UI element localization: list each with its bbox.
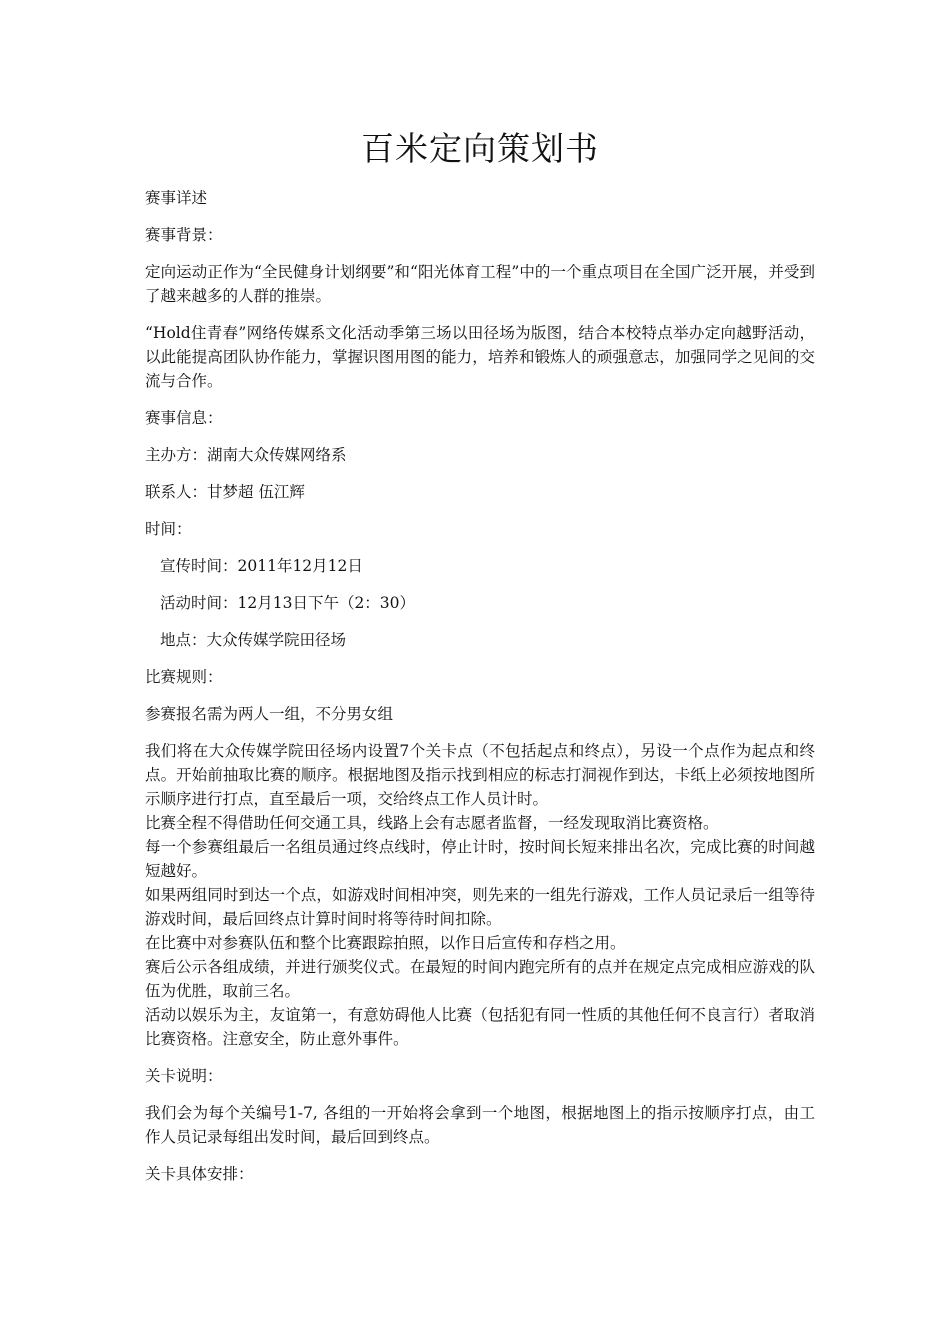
document-title: 百米定向策划书 xyxy=(361,129,599,168)
rules-heading: 比赛规则： xyxy=(145,668,223,686)
rule-item: 在比赛中对参赛队伍和整个比赛跟踪拍照，以作日后宣传和存档之用。 xyxy=(145,934,626,952)
time-heading: 时间： xyxy=(145,520,192,538)
checkpoint-description: 我们会为每个关编号1-7, 各组的一开始将会拿到一个地图，根据地图上的指示按顺序打点，由工作人员记录每组出发时间，最后回到终点。 xyxy=(145,1104,815,1146)
promo-time-line: 宣传时间：2011年12月12日 xyxy=(160,557,363,575)
background-paragraph-2: “Hold住青春”网络传媒系文化活动季第三场以田径场为版图，结合本校特点举办定向越野活动，以此能提高团队协作能力，掌握识图用图的能力，培养和锻炼人的顽强意志，加强同学之见间的交流与合作。 xyxy=(145,324,815,390)
background-heading: 赛事背景： xyxy=(145,226,223,244)
organizer-line: 主办方：湖南大众传媒网络系 xyxy=(145,446,347,464)
location-line: 地点：大众传媒学院田径场 xyxy=(160,631,347,649)
contact-line: 联系人：甘梦超 伍江辉 xyxy=(145,483,305,501)
rule-item: 活动以娱乐为主，友谊第一，有意妨碍他人比赛（包括犯有同一性质的其他任何不良言行）者取消比赛资格。注意安全，防止意外事件。 xyxy=(145,1006,815,1048)
rule-item: 我们将在大众传媒学院田径场内设置7个关卡点（不包括起点和终点），另设一个点作为起点和终点。开始前抽取比赛的顺序。根据地图及指示找到相应的标志打洞视作到达，卡纸上必须按地图所示顺序进行打点，直至最后一项，交给终点工作人员计时。 xyxy=(145,742,815,808)
event-time-line: 活动时间：12月13日下午（2：30） xyxy=(160,594,416,612)
info-heading: 赛事信息： xyxy=(145,409,223,427)
document-page xyxy=(145,124,815,1199)
rule-signup: 参赛报名需为两人一组，不分男女组 xyxy=(145,705,394,723)
background-paragraph-1: 定向运动正作为“全民健身计划纲要”和“阳光体育工程”中的一个重点项目在全国广泛开展，并受到了越来越多的人群的推崇。 xyxy=(145,263,815,305)
rule-item: 每一个参赛组最后一名组员通过终点线时，停止计时，按时间长短来排出名次，完成比赛的时间越短越好。 xyxy=(145,838,815,880)
section-overview-heading: 赛事详述 xyxy=(145,189,208,207)
rule-item: 如果两组同时到达一个点，如游戏时间相冲突，则先来的一组先行游戏，工作人员记录后一组等待游戏时间，最后回终点计算时间时将等待时间扣除。 xyxy=(145,886,815,928)
checkpoint-heading: 关卡说明： xyxy=(145,1067,223,1085)
rule-item: 赛后公示各组成绩，并进行颁奖仪式。在最短的时间内跑完所有的点并在规定点完成相应游戏的队伍为优胜，取前三名。 xyxy=(145,958,815,1000)
checkpoint-plan-heading: 关卡具体安排： xyxy=(145,1165,254,1183)
rule-item: 比赛全程不得借助任何交通工具，线路上会有志愿者监督，一经发现取消比赛资格。 xyxy=(145,814,719,832)
